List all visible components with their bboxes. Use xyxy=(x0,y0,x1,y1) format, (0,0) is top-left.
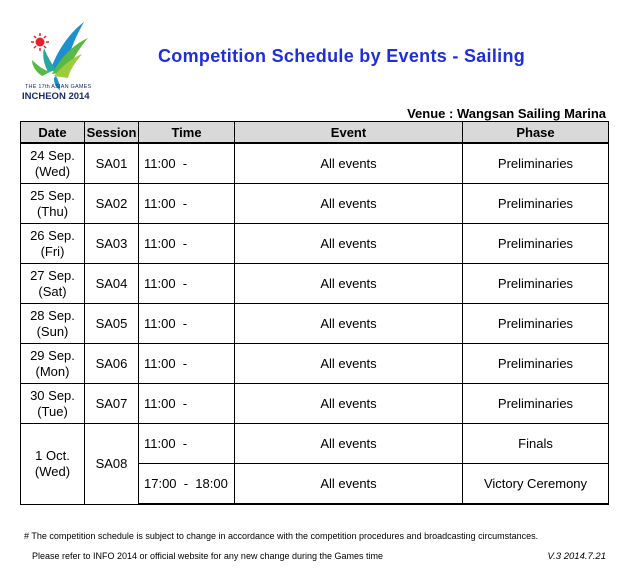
event-cell: All events xyxy=(235,344,463,384)
table-header-row xyxy=(21,122,609,144)
weekday-line: (Mon) xyxy=(35,363,70,379)
session-cell: SA05 xyxy=(85,304,139,344)
session-cell: SA08 xyxy=(85,424,139,505)
weekday-line: (Sat) xyxy=(38,283,67,299)
date-line: 28 Sep. xyxy=(30,307,75,323)
logo-caption-main: INCHEON 2014 xyxy=(22,91,90,102)
date-cell xyxy=(21,224,85,264)
date-line: 26 Sep. xyxy=(30,227,75,243)
phase-cell: Finals xyxy=(463,424,609,464)
session-cell: SA06 xyxy=(85,344,139,384)
event-cell: All events xyxy=(235,264,463,304)
date-cell xyxy=(21,384,85,424)
weekday-line: (Thu) xyxy=(36,203,69,219)
event-cell: All events xyxy=(235,143,463,184)
table-row xyxy=(21,184,609,224)
venue-label: Venue : Wangsan Sailing Marina xyxy=(407,106,606,121)
time-cell: 11:00 - xyxy=(139,143,235,184)
session-cell: SA02 xyxy=(85,184,139,224)
time-cell: 17:00 - 18:00 xyxy=(139,464,235,505)
event-cell: All events xyxy=(235,384,463,424)
column-header-date: Date xyxy=(21,122,85,144)
date-cell xyxy=(21,184,85,224)
event-cell: All events xyxy=(235,224,463,264)
weekday-line: (Wed) xyxy=(34,463,71,479)
table-row xyxy=(21,304,609,344)
date-cell xyxy=(21,304,85,344)
logo-caption-small: THE 17th ASIAN GAMES xyxy=(25,84,92,90)
date-line: 1 Oct. xyxy=(35,447,70,463)
weekday-line: (Fri) xyxy=(40,243,65,259)
date-cell xyxy=(21,344,85,384)
time-cell: 11:00 - xyxy=(139,264,235,304)
phase-cell: Preliminaries xyxy=(463,304,609,344)
date-line: 27 Sep. xyxy=(30,267,75,283)
time-cell: 11:00 - xyxy=(139,224,235,264)
phase-cell: Preliminaries xyxy=(463,184,609,224)
date-line: 25 Sep. xyxy=(30,187,75,203)
table-row xyxy=(21,424,609,464)
phase-cell: Preliminaries xyxy=(463,344,609,384)
column-header-event: Event xyxy=(235,122,463,144)
time-cell: 11:00 - xyxy=(139,304,235,344)
event-cell: All events xyxy=(235,184,463,224)
phase-cell: Preliminaries xyxy=(463,384,609,424)
weekday-line: (Tue) xyxy=(37,403,68,419)
table-row xyxy=(21,143,609,184)
schedule-table xyxy=(20,121,609,505)
column-header-session: Session xyxy=(85,122,139,144)
weekday-line: (Wed) xyxy=(34,163,71,179)
column-header-phase: Phase xyxy=(463,122,609,144)
date-cell xyxy=(21,424,85,505)
phase-cell: Victory Ceremony xyxy=(463,464,609,505)
table-row xyxy=(21,264,609,304)
session-cell: SA01 xyxy=(85,143,139,184)
phase-cell: Preliminaries xyxy=(463,224,609,264)
date-line: 24 Sep. xyxy=(30,147,75,163)
date-line: 30 Sep. xyxy=(30,387,75,403)
date-line: 29 Sep. xyxy=(30,347,75,363)
session-cell: SA07 xyxy=(85,384,139,424)
date-cell xyxy=(21,264,85,304)
time-cell: 11:00 - xyxy=(139,184,235,224)
table-row xyxy=(21,384,609,424)
weekday-line: (Sun) xyxy=(36,323,69,339)
page-title: Competition Schedule by Events - Sailing xyxy=(158,46,526,66)
session-cell: SA04 xyxy=(85,264,139,304)
event-cell: All events xyxy=(235,424,463,464)
version-label: V.3 2014.7.21 xyxy=(547,551,606,562)
table-row xyxy=(21,344,609,384)
session-cell: SA03 xyxy=(85,224,139,264)
time-cell: 11:00 - xyxy=(139,344,235,384)
time-cell: 11:00 - xyxy=(139,384,235,424)
time-cell: 11:00 - xyxy=(139,424,235,464)
date-cell xyxy=(21,143,85,184)
event-cell: All events xyxy=(235,304,463,344)
reference-note: Please refer to INFO 2014 or official website for any new change during the Games time xyxy=(32,551,384,561)
schedule-change-note: # The competition schedule is subject to change in accordance with the competition procedures and broadcasting circumstances. xyxy=(24,531,539,541)
table-row xyxy=(21,224,609,264)
event-cell: All events xyxy=(235,464,463,505)
phase-cell: Preliminaries xyxy=(463,143,609,184)
column-header-time: Time xyxy=(139,122,235,144)
phase-cell: Preliminaries xyxy=(463,264,609,304)
